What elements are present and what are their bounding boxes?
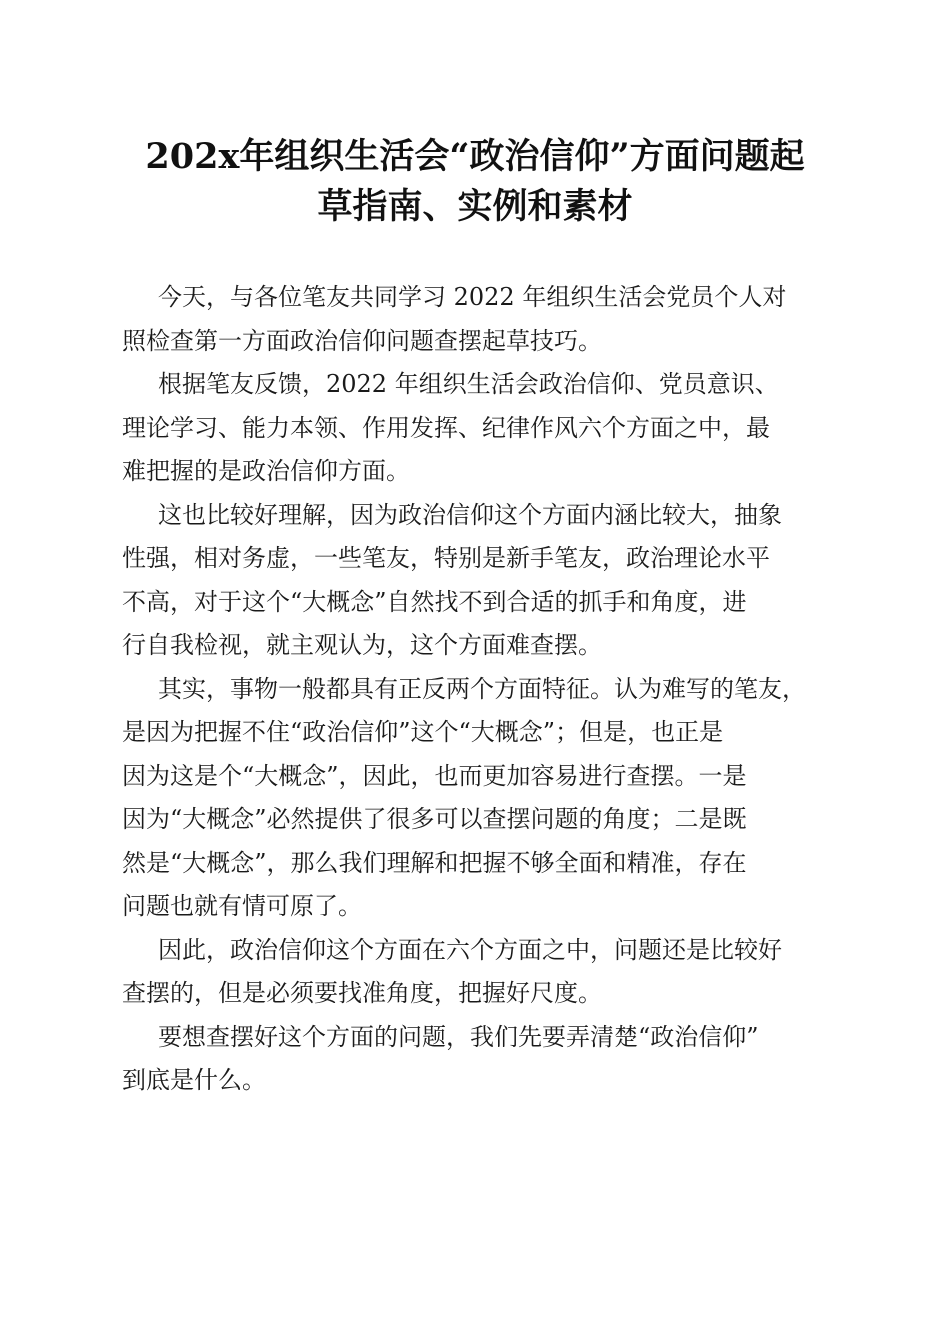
paragraph-line: 其实，事物一般都具有正反两个方面特征。认为难写的笔友， xyxy=(158,674,806,703)
paragraph xyxy=(122,1016,832,1103)
paragraph-line: 理论学习、能力本领、作用发挥、纪律作风六个方面之中，最 xyxy=(122,413,770,442)
title-line: 202x年组织生活会“政治信仰”方面问题起 xyxy=(145,136,805,177)
document-body xyxy=(122,276,832,1103)
paragraph-line: 问题也就有情可原了。 xyxy=(122,892,362,920)
paragraph xyxy=(122,929,832,1016)
document-title xyxy=(110,132,840,232)
paragraph-line: 因此，政治信仰这个方面在六个方面之中，问题还是比较好 xyxy=(158,935,782,964)
paragraph-line: 难把握的是政治信仰方面。 xyxy=(122,457,410,485)
paragraph-line: 性强，相对务虚，一些笔友，特别是新手笔友，政治理论水平 xyxy=(122,544,770,572)
paragraph-line: 不高，对于这个“大概念”自然找不到合适的抓手和角度，进 xyxy=(122,587,747,616)
paragraph-line: 根据笔友反馈，2022 年组织生活会政治信仰、党员意识、 xyxy=(158,370,779,398)
paragraph-line: 因为“大概念”必然提供了很多可以查摆问题的角度；二是既 xyxy=(122,805,747,833)
paragraph xyxy=(122,363,832,494)
paragraph-line: 是因为把握不住“政治信仰”这个“大概念”；但是，也正是 xyxy=(122,718,724,746)
paragraph xyxy=(122,668,832,929)
paragraph xyxy=(122,276,832,363)
paragraph-line: 查摆的，但是必须要找准角度，把握好尺度。 xyxy=(122,979,602,1007)
paragraph-line: 然是“大概念”，那么我们理解和把握不够全面和精准，存在 xyxy=(122,848,747,877)
paragraph-line: 这也比较好理解，因为政治信仰这个方面内涵比较大，抽象 xyxy=(158,500,782,529)
paragraph-line: 要想查摆好这个方面的问题，我们先要弄清楚“政治信仰” xyxy=(158,1022,759,1051)
paragraph-line: 今天，与各位笔友共同学习 2022 年组织生活会党员个人对 xyxy=(158,283,787,311)
paragraph-line: 因为这是个“大概念”，因此，也而更加容易进行查摆。一是 xyxy=(122,761,747,790)
paragraph xyxy=(122,494,832,668)
paragraph-line: 行自我检视，就主观认为，这个方面难查摆。 xyxy=(122,631,602,659)
paragraph-line: 到底是什么。 xyxy=(122,1066,266,1094)
paragraph-line: 照检查第一方面政治信仰问题查摆起草技巧。 xyxy=(122,326,602,355)
title-line: 草指南、实例和素材 xyxy=(317,186,633,227)
